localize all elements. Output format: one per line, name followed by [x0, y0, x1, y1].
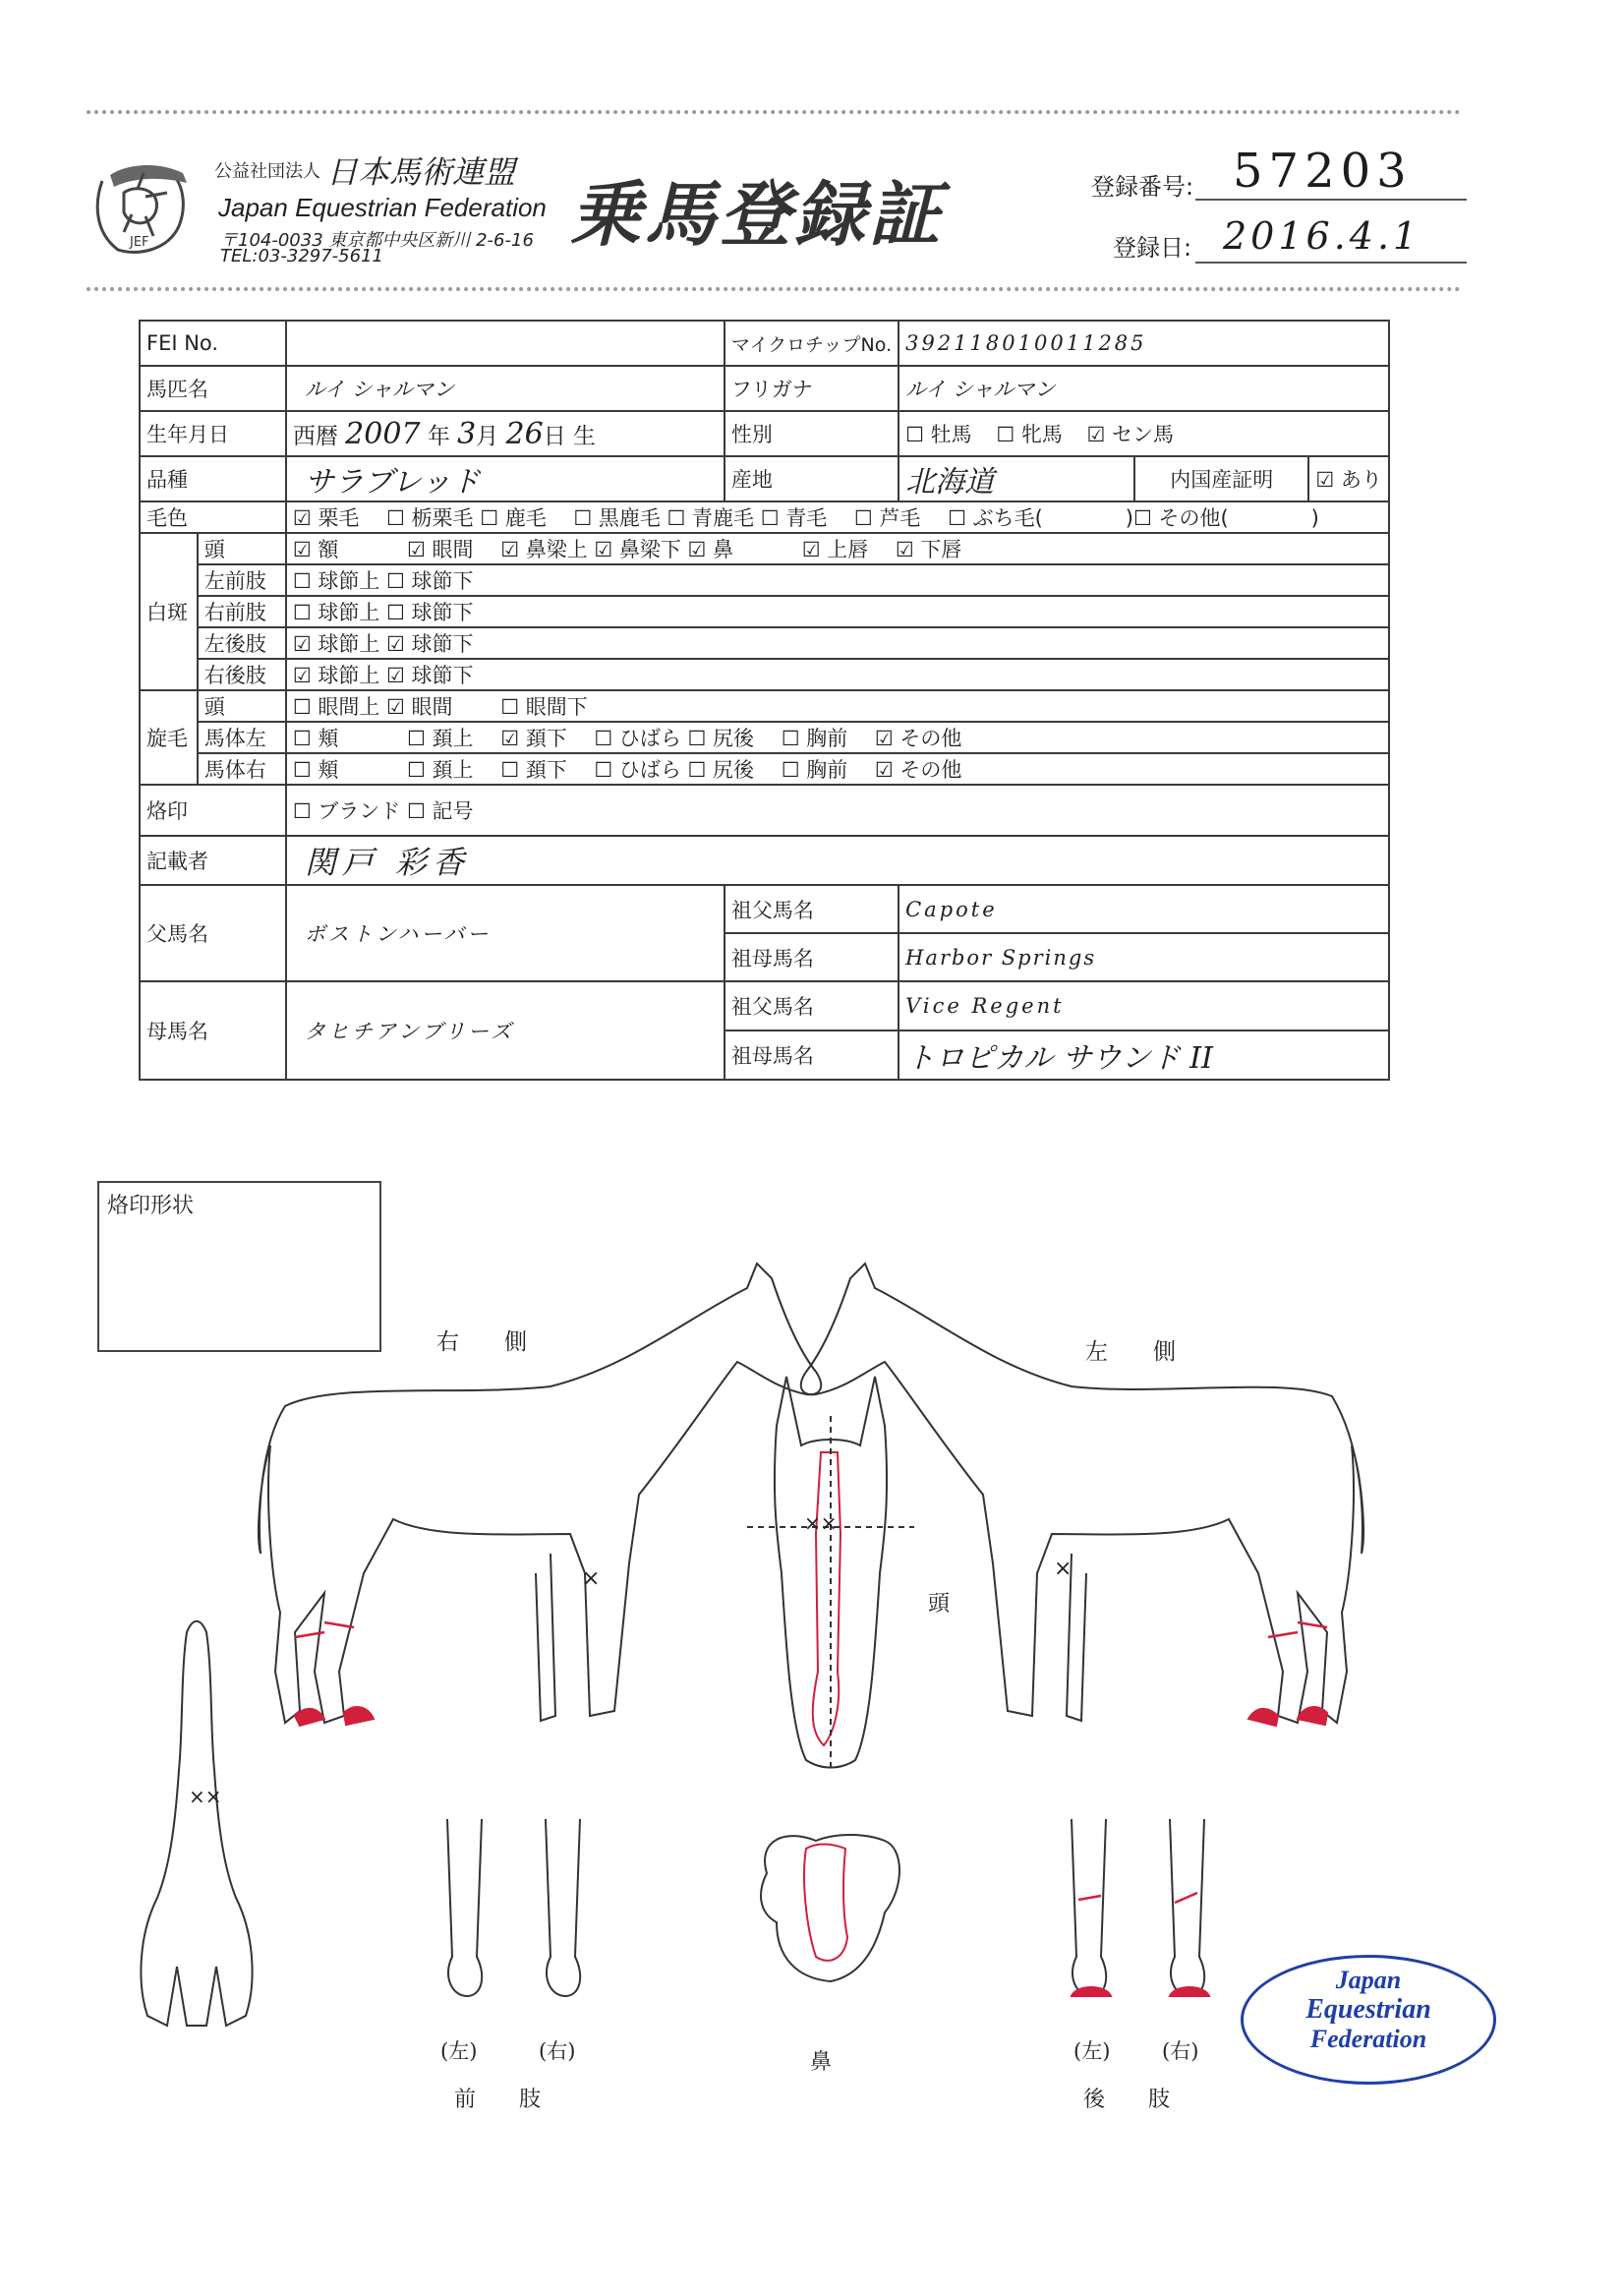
org-name-jp: 日本馬術連盟 [326, 153, 516, 191]
header-bottom-dotted-rule [87, 287, 1461, 291]
org-address: 〒104-0033 東京都中央区新川 2-6-16 [220, 230, 534, 251]
jef-logo-text: JEF [130, 235, 149, 250]
nose-icon [761, 1835, 899, 1981]
stamp-line-1: Japan [1335, 1966, 1402, 1994]
fei-label: FEI No. [140, 321, 286, 366]
sex-option-gelding: ☑ セン馬 [1086, 423, 1175, 446]
top-view-icon [141, 1621, 252, 2026]
brand-shape-label: 烙印形状 [107, 1194, 195, 1218]
whorl-options-body-right: ☐ 頬 ☐ 頚上 ☐ 頚下 ☐ ひばら ☐ 尻後 ☐ 胸前 ☑ その他 [286, 753, 1389, 785]
white-part-left-hind: 左後肢 [198, 627, 286, 659]
fei-value [286, 321, 725, 366]
jef-logo-icon [85, 153, 203, 260]
birth-day: 26 [505, 416, 544, 451]
white-options-right-fore: ☐ 球節上 ☐ 球節下 [286, 596, 1389, 627]
reg-no-label: 登録番号: [1091, 173, 1194, 201]
birth-year-unit: 年 [427, 423, 450, 449]
svg-text:××: ×× [804, 1511, 838, 1535]
hind-right-label: (右) [1162, 2039, 1199, 2063]
color-label: 毛色 [140, 501, 286, 533]
sire-label: 父馬名 [140, 885, 286, 981]
dam-value: タヒチアンブリーズ [286, 981, 725, 1080]
dam-grandsire-value: Vice Regent [898, 981, 1389, 1030]
fore-legs-icon [447, 1819, 580, 1996]
stamp-line-2: Equestrian [1305, 1994, 1431, 2025]
breed-value: サラブレッド [286, 456, 725, 501]
white-part-right-fore: 右前肢 [198, 596, 286, 627]
fore-caption: 前 肢 [454, 2088, 542, 2112]
left-side-label: 左 側 [1085, 1339, 1176, 1365]
birth-date [286, 411, 725, 456]
head-label: 頭 [928, 1592, 951, 1617]
reg-date-label: 登録日: [1113, 234, 1192, 262]
recorder-label: 記載者 [140, 836, 286, 885]
birth-label: 生年月日 [140, 411, 286, 456]
sire-grandsire-value: Capote [898, 885, 1389, 933]
hind-legs-icon [1072, 1819, 1209, 1996]
origin-label: 産地 [725, 456, 898, 501]
whorl-options-head: ☐ 眼間上 ☑ 眼間 ☐ 眼間下 [286, 690, 1389, 722]
dam-grandsire-label: 祖父馬名 [725, 981, 898, 1030]
hind-caption: 後 肢 [1083, 2088, 1171, 2112]
org-type: 公益社団法人 [214, 161, 320, 182]
furigana-value: ルイ シャルマン [898, 366, 1389, 411]
chip-label: マイクロチップNo. [725, 321, 898, 366]
dam-label: 母馬名 [140, 981, 286, 1080]
doc-title: 乗馬登録証 [570, 173, 945, 256]
sex-options [898, 411, 1389, 456]
white-part-head: 頭 [198, 533, 286, 564]
dam-granddam-value: トロピカル サウンド II [898, 1030, 1389, 1080]
color-options: ☑ 栗毛 ☐ 栃栗毛 ☐ 鹿毛 ☐ 黒鹿毛 ☐ 青鹿毛 ☐ 青毛 ☐ 芦毛 ☐ ぶち毛( )☐ その他( ) [286, 501, 1389, 533]
white-options-right-hind: ☑ 球節上 ☑ 球節下 [286, 659, 1389, 690]
white-part-left-fore: 左前肢 [198, 564, 286, 596]
white-options-head: ☑ 額 ☑ 眼間 ☑ 鼻梁上 ☑ 鼻梁下 ☑ 鼻 ☑ 上唇 ☑ 下唇 [286, 533, 1389, 564]
domestic-label: 内国産証明 [1134, 456, 1308, 501]
birth-year: 2007 [345, 416, 421, 451]
whorl-part-head: 頭 [198, 690, 286, 722]
brand-options: ☐ ブランド ☐ 記号 [286, 785, 1389, 836]
furigana-label: フリガナ [725, 366, 898, 411]
whorl-label: 旋毛 [140, 690, 198, 785]
fore-left-label: (左) [440, 2039, 478, 2063]
whorl-part-body-right: 馬体右 [198, 753, 286, 785]
reg-date-underline [1195, 262, 1467, 264]
name-label: 馬匹名 [140, 366, 286, 411]
sex-option-stallion: ☐ 牡馬 [905, 423, 972, 446]
top-dotted-rule [87, 110, 1461, 114]
domestic-value: ☑ あり [1308, 456, 1389, 501]
white-options-left-hind: ☑ 球節上 ☑ 球節下 [286, 627, 1389, 659]
birth-prefix: 西暦 [292, 423, 338, 449]
left-side-horse-icon [801, 1264, 1363, 1726]
hind-left-label: (左) [1073, 2039, 1111, 2063]
right-side-label: 右 側 [436, 1329, 527, 1355]
sire-granddam-label: 祖母馬名 [725, 933, 898, 981]
whorl-options-body-left: ☐ 頬 ☐ 頚上 ☑ 頚下 ☐ ひばら ☐ 尻後 ☐ 胸前 ☑ その他 [286, 722, 1389, 753]
reg-no-underline [1195, 199, 1467, 201]
name-value: ルイ シャルマン [286, 366, 725, 411]
org-name-en: Japan Equestrian Federation [218, 193, 547, 222]
birth-month-unit: 月 [476, 423, 499, 449]
breed-label: 品種 [140, 456, 286, 501]
recorder-value: 関戸 彩香 [286, 836, 1389, 885]
origin-value: 北海道 [898, 456, 1134, 501]
svg-text:××: ×× [189, 1785, 222, 1808]
reg-no-value: 57203 [1233, 144, 1413, 199]
dam-granddam-label: 祖母馬名 [725, 1030, 898, 1080]
whorl-part-body-left: 馬体左 [198, 722, 286, 753]
birth-day-unit: 日 生 [543, 423, 597, 449]
birth-month: 3 [457, 416, 477, 451]
reg-date-value: 2016.4.1 [1223, 214, 1421, 258]
fore-right-label: (右) [539, 2039, 576, 2063]
chip-value: 392118010011285 [898, 321, 1389, 366]
org-tel: TEL:03-3297-5611 [220, 246, 383, 266]
stamp-line-3: Federation [1309, 2025, 1427, 2053]
svg-text:×: × [582, 1566, 601, 1591]
white-part-right-hind: 右後肢 [198, 659, 286, 690]
sire-grandsire-label: 祖父馬名 [725, 885, 898, 933]
sire-value: ボストンハーバー [286, 885, 725, 981]
white-label: 白斑 [140, 533, 198, 690]
nose-label: 鼻 [810, 2050, 833, 2075]
right-side-horse-icon [259, 1264, 821, 1726]
registration-form [139, 320, 1390, 1081]
front-head-icon [747, 1377, 914, 1770]
sire-granddam-value: Harbor Springs [898, 933, 1389, 981]
brand-label: 烙印 [140, 785, 286, 836]
sex-label: 性別 [725, 411, 898, 456]
white-options-left-fore: ☐ 球節上 ☐ 球節下 [286, 564, 1389, 596]
federation-stamp [1241, 1955, 1496, 2085]
sex-option-mare: ☐ 牝馬 [996, 423, 1063, 446]
svg-text:×: × [1054, 1557, 1072, 1581]
